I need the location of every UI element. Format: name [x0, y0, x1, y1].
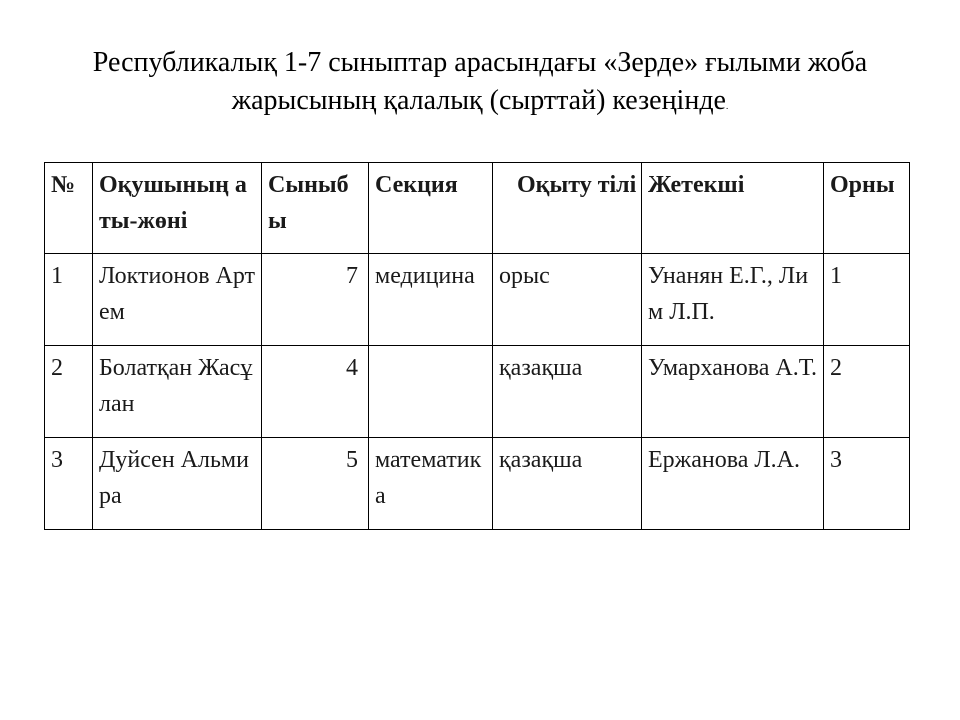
header-student-name: Оқушының аты-жөні: [93, 163, 262, 254]
cell-student-name: Болатқан Жасұлан: [93, 346, 262, 438]
header-place: Орны: [824, 163, 910, 254]
cell-number: 2: [45, 346, 93, 438]
header-supervisor: Жетекші: [642, 163, 824, 254]
cell-grade: 4: [262, 346, 369, 438]
page-title: [20, 44, 940, 125]
cell-section: математика: [369, 438, 493, 530]
header-language: Оқыту тілі: [493, 163, 642, 254]
cell-language: қазақша: [493, 346, 642, 438]
table-row: [45, 346, 910, 438]
results-table: [44, 162, 910, 530]
cell-supervisor: Унанян Е.Г., Лим Л.П.: [642, 254, 824, 346]
table-header-row: [45, 163, 910, 254]
title-line-2-text: жарысының қалалық (сырттай) кезеңінде: [231, 85, 726, 116]
table-row: [45, 438, 910, 530]
cell-grade: 7: [262, 254, 369, 346]
table-row: [45, 254, 910, 346]
cell-supervisor: Ержанова Л.А.: [642, 438, 824, 530]
cell-place: 2: [824, 346, 910, 438]
cell-number: 1: [45, 254, 93, 346]
header-number: №: [45, 163, 93, 254]
header-section: Секция: [369, 163, 493, 254]
cell-section: медицина: [369, 254, 493, 346]
cell-supervisor: Умарханова А.Т.: [642, 346, 824, 438]
cell-place: 3: [824, 438, 910, 530]
cell-language: орыс: [493, 254, 642, 346]
title-line-2: [20, 82, 940, 125]
cell-student-name: Локтионов Артем: [93, 254, 262, 346]
cell-number: 3: [45, 438, 93, 530]
cell-student-name: Дуйсен Альмира: [93, 438, 262, 530]
title-line-1: Республикалық 1-7 сыныптар арасындағы «Зерде» ғылыми жоба: [92, 47, 868, 78]
header-grade: Сыныбы: [262, 163, 369, 254]
cell-place: 1: [824, 254, 910, 346]
cell-grade: 5: [262, 438, 369, 530]
cell-language: қазақша: [493, 438, 642, 530]
title-line-2-end: .: [726, 101, 729, 111]
cell-section: [369, 346, 493, 438]
